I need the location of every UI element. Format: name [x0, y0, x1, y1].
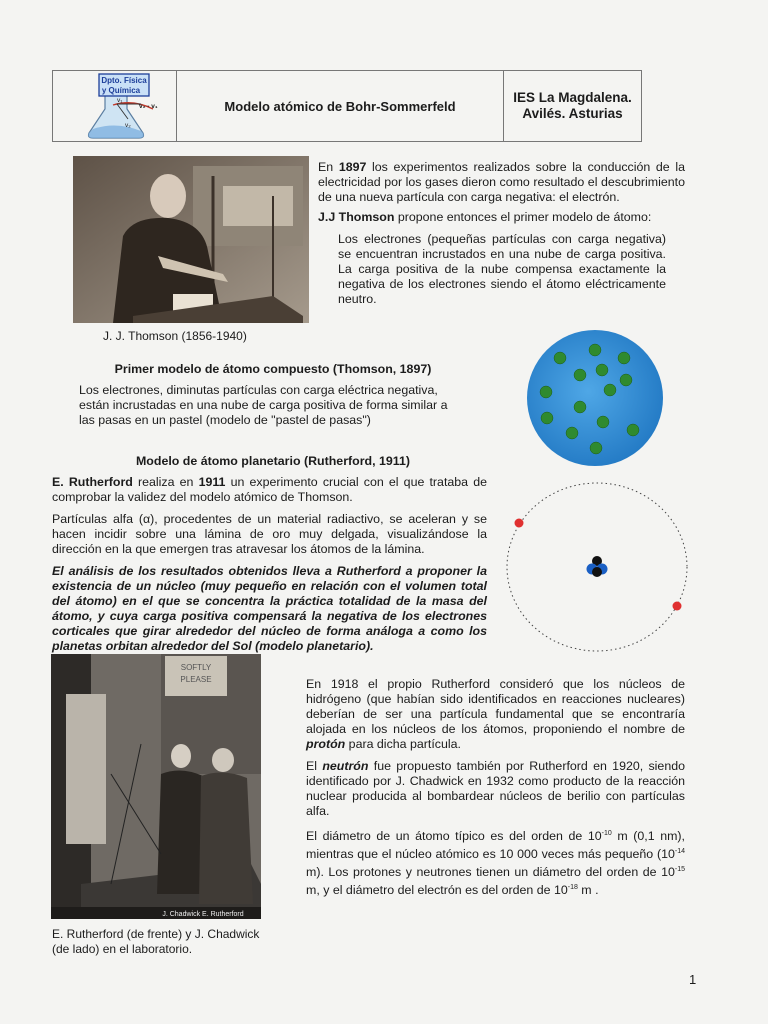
rutherford-model-heading: Modelo de átomo planetario (Rutherford, 1911)	[135, 454, 410, 468]
school-info	[504, 71, 641, 141]
lab-photo-image	[51, 654, 261, 919]
department-logo	[53, 71, 176, 141]
electron	[618, 352, 630, 364]
lab-sign-line1: SOFTLY	[180, 663, 212, 672]
electron	[541, 412, 553, 424]
header-table	[52, 70, 642, 142]
rutherford-paragraph-2: Partículas alfa (α), procedentes de un material radiactivo, se aceleran y se hacen incidir sobre una lámina de oro muy delgada, visualizándose la dirección en la que emergen tras atravesar los átomos de la lámina.	[52, 512, 487, 556]
electron	[554, 352, 566, 364]
electron	[620, 374, 632, 386]
thomson-intro	[318, 160, 685, 225]
year-1897: 1897	[338, 160, 367, 174]
proton-term: protón	[306, 737, 346, 751]
lab-sign-line2: PLEASE	[180, 675, 212, 684]
rutherford-photo-caption: E. Rutherford (de frente) y J. Chadwick (de lado) en el laboratorio.	[52, 927, 260, 956]
logo-diff-label: v₂ - v₁	[139, 103, 158, 110]
thomson-indent-text: Los electrones (pequeñas partículas con carga negativa) se encuentran incrustados en una nube de carga positiva. La carga positiva de la nube compensa exactamente la negativa de los electrones siendo el átomo eléctricamente neutro.	[338, 232, 666, 306]
electron	[604, 384, 616, 396]
electron	[590, 442, 602, 454]
thomson-paragraph-2: J.J Thomson propone entonces el primer modelo de átomo:	[318, 210, 652, 224]
electron	[589, 344, 601, 356]
school-name: IES La Magdalena.	[513, 90, 632, 105]
rutherford-paragraph-1: E. Rutherford realiza en 1911 un experimento crucial con el que trataba de comprobar la validez del modelo atómico de Thomson.	[52, 475, 487, 504]
neutron-paragraph: El neutrón fue propuesto también por Rutherford en 1920, siendo identificado por J. Chadwick en 1932 como producto de la reacción nuclear producida al bombardear núcleos de berilio con partículas alfa.	[306, 759, 685, 818]
orbit-electron	[515, 519, 524, 528]
final-text	[306, 677, 685, 899]
neutron-term: neutrón	[322, 759, 369, 773]
thomson-atom-diagram	[520, 330, 670, 466]
rutherford-atom-diagram	[504, 478, 690, 656]
electron	[574, 401, 586, 413]
thomson-model-text: Los electrones, diminutas partículas con carga eléctrica negativa, están incrustadas en una nube de carga positiva de forma similar a las pasas en un pastel (modelo de "pastel de pasas")	[79, 383, 448, 427]
logo-cell	[53, 71, 177, 141]
document-title: Modelo atómico de Bohr-Sommerfeld	[177, 71, 504, 141]
electron	[597, 416, 609, 428]
thomson-model-heading: Primer modelo de átomo compuesto (Thomson, 1897)	[114, 362, 432, 376]
electron	[566, 427, 578, 439]
rutherford-paragraph-3: El análisis de los resultados obtenidos lleva a Rutherford a proponer la existencia de un núcleo (muy pequeño en relación con el volumen total del átomo) en el que se concentra la práctica totalidad de la masa del átomo, y cuya carga positiva compensará la negativa de los electrones corticales que girar alrededor del núcleo de forma análoga a como los planetas orbitan alrededor del Sol (modelo planetario).	[52, 564, 487, 653]
orbit-electron	[673, 602, 682, 611]
logo-text-line1: Dpto. Física	[101, 76, 147, 85]
page-number: 1	[689, 972, 697, 987]
electron	[574, 369, 586, 381]
logo-v2-label: v₂	[125, 122, 131, 129]
rutherford-chadwick-photo	[51, 654, 261, 919]
thomson-paragraph-1: En 1897 los experimentos realizados sobre la conducción de la electricidad por los gases dieron como resultado el descubrimiento de una nueva partícula con carga negativa: el electrón.	[318, 160, 685, 204]
nucleus	[587, 556, 608, 577]
year-1911: 1911	[198, 475, 226, 489]
electron	[540, 386, 552, 398]
photo-label: J. Chadwick E. Rutherford	[162, 911, 244, 918]
logo-text-line2: y Química	[101, 86, 141, 95]
school-location: Avilés. Asturias	[522, 106, 623, 121]
thomson-photo	[73, 156, 309, 323]
logo-v1-label: v₁	[117, 97, 123, 104]
proton-paragraph: En 1918 el propio Rutherford consideró que los núcleos de hidrógeno (que habían sido identificados en reacciones nucleares) deberían de ser una partícula fundamental que se encontraría alojada en los núcleos de los átomos, proponiendo el nombre de protón para dicha partícula.	[306, 677, 685, 751]
size-paragraph: El diámetro de un átomo típico es del orden de $10^{-10}$ m (0,1 nm), mientras que el núcleo atómico es 10 000 veces más pequeño ($10^{-14}$ m). Los protones y neutrones tienen un diámetro del orden de $10^{-15}$ m, y el diámetro del electrón es del orden de $10^{-18}$ m .	[306, 829, 685, 898]
electron	[596, 364, 608, 376]
rutherford-name: E. Rutherford	[52, 475, 133, 489]
electron	[627, 424, 639, 436]
thomson-name: J.J Thomson	[318, 210, 395, 224]
rutherford-text	[52, 475, 487, 654]
thomson-photo-image	[73, 156, 309, 323]
thomson-photo-caption: J. J. Thomson (1856-1940)	[103, 329, 247, 343]
